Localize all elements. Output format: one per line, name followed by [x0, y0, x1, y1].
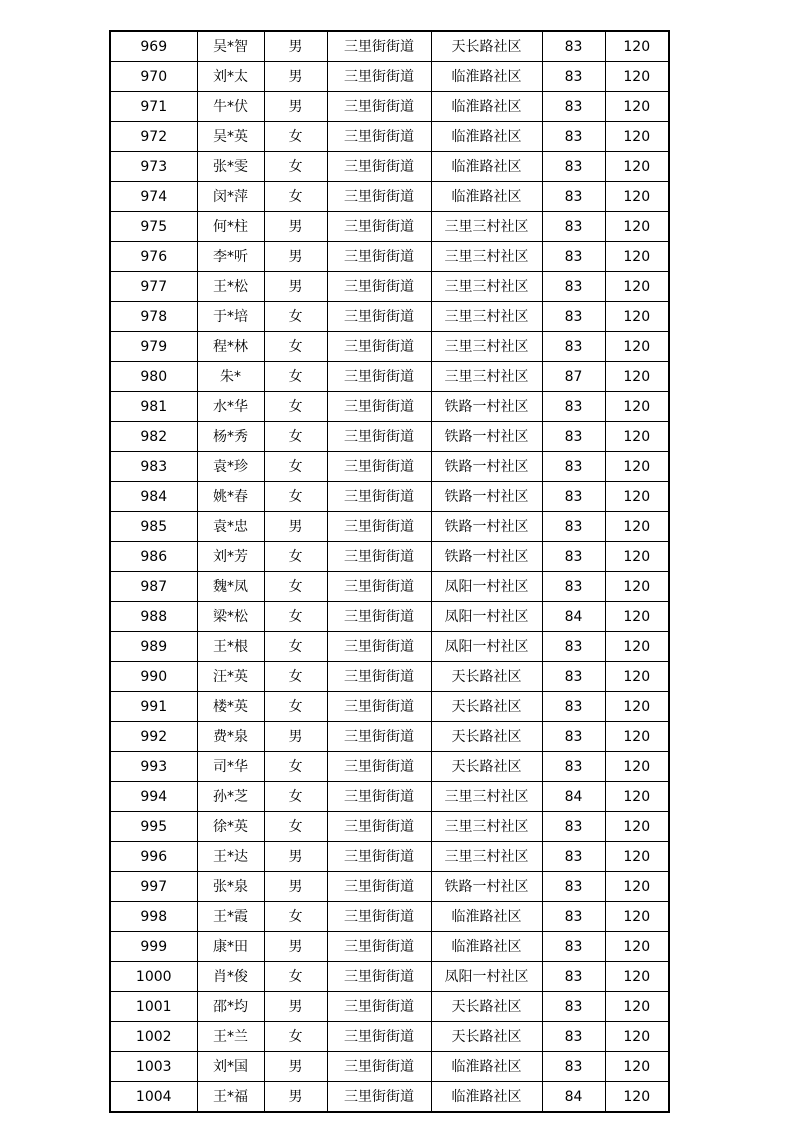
cell-age: 83: [542, 212, 605, 242]
cell-subdistrict: 三里街街道: [327, 92, 431, 122]
cell-amount: 120: [605, 332, 669, 362]
cell-community: 天长路社区: [431, 1022, 542, 1052]
cell-serial-number: 979: [110, 332, 197, 362]
cell-amount: 120: [605, 662, 669, 692]
cell-gender: 女: [264, 362, 327, 392]
cell-subdistrict: 三里街街道: [327, 962, 431, 992]
cell-community: 凤阳一村社区: [431, 572, 542, 602]
cell-serial-number: 1002: [110, 1022, 197, 1052]
cell-name: 刘*芳: [197, 542, 264, 572]
cell-gender: 女: [264, 572, 327, 602]
cell-subdistrict: 三里街街道: [327, 452, 431, 482]
cell-serial-number: 999: [110, 932, 197, 962]
cell-age: 83: [542, 62, 605, 92]
table-row: [110, 332, 669, 362]
cell-gender: 女: [264, 602, 327, 632]
cell-amount: 120: [605, 272, 669, 302]
cell-amount: 120: [605, 812, 669, 842]
cell-subdistrict: 三里街街道: [327, 31, 431, 62]
cell-gender: 女: [264, 962, 327, 992]
cell-community: 凤阳一村社区: [431, 602, 542, 632]
cell-subdistrict: 三里街街道: [327, 1022, 431, 1052]
cell-name: 吴*智: [197, 31, 264, 62]
cell-subdistrict: 三里街街道: [327, 122, 431, 152]
cell-serial-number: 975: [110, 212, 197, 242]
cell-serial-number: 998: [110, 902, 197, 932]
cell-age: 83: [542, 962, 605, 992]
cell-community: 铁路一村社区: [431, 872, 542, 902]
cell-amount: 120: [605, 1022, 669, 1052]
cell-name: 司*华: [197, 752, 264, 782]
cell-gender: 男: [264, 872, 327, 902]
cell-gender: 男: [264, 92, 327, 122]
table-row: [110, 632, 669, 662]
cell-amount: 120: [605, 602, 669, 632]
cell-age: 83: [542, 842, 605, 872]
cell-age: 83: [542, 752, 605, 782]
cell-community: 三里三村社区: [431, 782, 542, 812]
cell-subdistrict: 三里街街道: [327, 302, 431, 332]
cell-subdistrict: 三里街街道: [327, 632, 431, 662]
cell-gender: 女: [264, 182, 327, 212]
cell-name: 徐*英: [197, 812, 264, 842]
cell-age: 83: [542, 182, 605, 212]
cell-community: 铁路一村社区: [431, 452, 542, 482]
cell-name: 魏*凤: [197, 572, 264, 602]
cell-name: 张*雯: [197, 152, 264, 182]
cell-amount: 120: [605, 932, 669, 962]
cell-age: 83: [542, 812, 605, 842]
cell-amount: 120: [605, 362, 669, 392]
cell-age: 83: [542, 632, 605, 662]
cell-name: 王*霞: [197, 902, 264, 932]
table-row: [110, 572, 669, 602]
cell-subdistrict: 三里街街道: [327, 692, 431, 722]
cell-amount: 120: [605, 482, 669, 512]
cell-subdistrict: 三里街街道: [327, 932, 431, 962]
cell-subdistrict: 三里街街道: [327, 482, 431, 512]
cell-community: 铁路一村社区: [431, 542, 542, 572]
cell-gender: 男: [264, 272, 327, 302]
cell-community: 临淮路社区: [431, 152, 542, 182]
cell-amount: 120: [605, 872, 669, 902]
cell-community: 临淮路社区: [431, 122, 542, 152]
cell-age: 83: [542, 572, 605, 602]
cell-gender: 女: [264, 452, 327, 482]
cell-community: 临淮路社区: [431, 1082, 542, 1113]
cell-name: 吴*英: [197, 122, 264, 152]
cell-age: 83: [542, 902, 605, 932]
cell-amount: 120: [605, 422, 669, 452]
cell-serial-number: 1001: [110, 992, 197, 1022]
cell-amount: 120: [605, 692, 669, 722]
cell-gender: 男: [264, 992, 327, 1022]
cell-name: 孙*芝: [197, 782, 264, 812]
table-row: [110, 1082, 669, 1113]
cell-subdistrict: 三里街街道: [327, 1052, 431, 1082]
cell-name: 袁*忠: [197, 512, 264, 542]
cell-subdistrict: 三里街街道: [327, 422, 431, 452]
table-row: [110, 62, 669, 92]
cell-name: 费*泉: [197, 722, 264, 752]
cell-name: 于*培: [197, 302, 264, 332]
cell-age: 83: [542, 542, 605, 572]
table-row: [110, 212, 669, 242]
cell-gender: 女: [264, 662, 327, 692]
cell-serial-number: 1004: [110, 1082, 197, 1113]
cell-name: 王*根: [197, 632, 264, 662]
cell-gender: 男: [264, 512, 327, 542]
cell-serial-number: 997: [110, 872, 197, 902]
cell-gender: 女: [264, 632, 327, 662]
cell-subdistrict: 三里街街道: [327, 542, 431, 572]
table-row: [110, 722, 669, 752]
cell-age: 83: [542, 152, 605, 182]
cell-community: 天长路社区: [431, 31, 542, 62]
cell-age: 83: [542, 122, 605, 152]
table-row: [110, 362, 669, 392]
table-row: [110, 272, 669, 302]
cell-amount: 120: [605, 782, 669, 812]
cell-subdistrict: 三里街街道: [327, 272, 431, 302]
cell-name: 王*松: [197, 272, 264, 302]
cell-serial-number: 1003: [110, 1052, 197, 1082]
cell-community: 临淮路社区: [431, 92, 542, 122]
cell-age: 83: [542, 332, 605, 362]
cell-gender: 女: [264, 422, 327, 452]
cell-age: 83: [542, 692, 605, 722]
cell-gender: 女: [264, 812, 327, 842]
cell-gender: 男: [264, 1082, 327, 1113]
cell-serial-number: 995: [110, 812, 197, 842]
cell-age: 87: [542, 362, 605, 392]
cell-subdistrict: 三里街街道: [327, 362, 431, 392]
cell-amount: 120: [605, 632, 669, 662]
cell-community: 三里三村社区: [431, 302, 542, 332]
roster-sheet: [109, 30, 668, 1113]
cell-name: 王*达: [197, 842, 264, 872]
cell-serial-number: 984: [110, 482, 197, 512]
cell-serial-number: 992: [110, 722, 197, 752]
cell-name: 王*福: [197, 1082, 264, 1113]
cell-age: 84: [542, 1082, 605, 1113]
cell-age: 83: [542, 422, 605, 452]
cell-subdistrict: 三里街街道: [327, 992, 431, 1022]
cell-serial-number: 987: [110, 572, 197, 602]
cell-amount: 120: [605, 302, 669, 332]
cell-amount: 120: [605, 842, 669, 872]
cell-subdistrict: 三里街街道: [327, 242, 431, 272]
cell-community: 铁路一村社区: [431, 512, 542, 542]
cell-community: 凤阳一村社区: [431, 962, 542, 992]
cell-name: 水*华: [197, 392, 264, 422]
cell-name: 李*听: [197, 242, 264, 272]
cell-gender: 女: [264, 902, 327, 932]
cell-gender: 女: [264, 122, 327, 152]
cell-name: 袁*珍: [197, 452, 264, 482]
table-row: [110, 782, 669, 812]
cell-amount: 120: [605, 122, 669, 152]
cell-gender: 女: [264, 542, 327, 572]
cell-serial-number: 974: [110, 182, 197, 212]
cell-subdistrict: 三里街街道: [327, 332, 431, 362]
cell-gender: 男: [264, 842, 327, 872]
cell-subdistrict: 三里街街道: [327, 662, 431, 692]
cell-serial-number: 982: [110, 422, 197, 452]
cell-age: 83: [542, 272, 605, 302]
cell-serial-number: 973: [110, 152, 197, 182]
cell-subdistrict: 三里街街道: [327, 782, 431, 812]
cell-community: 天长路社区: [431, 992, 542, 1022]
cell-community: 临淮路社区: [431, 1052, 542, 1082]
cell-serial-number: 970: [110, 62, 197, 92]
cell-age: 84: [542, 602, 605, 632]
cell-community: 三里三村社区: [431, 242, 542, 272]
cell-subdistrict: 三里街街道: [327, 902, 431, 932]
cell-subdistrict: 三里街街道: [327, 1082, 431, 1113]
cell-name: 姚*春: [197, 482, 264, 512]
cell-age: 83: [542, 31, 605, 62]
cell-serial-number: 977: [110, 272, 197, 302]
cell-gender: 女: [264, 302, 327, 332]
cell-gender: 男: [264, 932, 327, 962]
cell-serial-number: 972: [110, 122, 197, 152]
cell-age: 83: [542, 662, 605, 692]
cell-serial-number: 976: [110, 242, 197, 272]
cell-amount: 120: [605, 962, 669, 992]
cell-serial-number: 994: [110, 782, 197, 812]
cell-community: 天长路社区: [431, 692, 542, 722]
table-row: [110, 962, 669, 992]
cell-community: 三里三村社区: [431, 812, 542, 842]
table-row: [110, 182, 669, 212]
cell-age: 83: [542, 1052, 605, 1082]
cell-name: 张*泉: [197, 872, 264, 902]
table-row: [110, 662, 669, 692]
cell-subdistrict: 三里街街道: [327, 182, 431, 212]
cell-amount: 120: [605, 392, 669, 422]
cell-community: 天长路社区: [431, 722, 542, 752]
cell-amount: 120: [605, 512, 669, 542]
cell-subdistrict: 三里街街道: [327, 62, 431, 92]
table-row: [110, 1022, 669, 1052]
table-row: [110, 932, 669, 962]
cell-community: 铁路一村社区: [431, 482, 542, 512]
cell-gender: 男: [264, 31, 327, 62]
cell-amount: 120: [605, 452, 669, 482]
cell-amount: 120: [605, 242, 669, 272]
cell-amount: 120: [605, 572, 669, 602]
cell-gender: 女: [264, 1022, 327, 1052]
cell-amount: 120: [605, 92, 669, 122]
cell-amount: 120: [605, 1052, 669, 1082]
cell-serial-number: 981: [110, 392, 197, 422]
cell-subdistrict: 三里街街道: [327, 752, 431, 782]
cell-community: 临淮路社区: [431, 62, 542, 92]
cell-subdistrict: 三里街街道: [327, 512, 431, 542]
table-row: [110, 812, 669, 842]
cell-age: 83: [542, 482, 605, 512]
cell-gender: 女: [264, 782, 327, 812]
cell-community: 临淮路社区: [431, 182, 542, 212]
cell-community: 三里三村社区: [431, 332, 542, 362]
cell-gender: 男: [264, 212, 327, 242]
cell-serial-number: 989: [110, 632, 197, 662]
cell-amount: 120: [605, 1082, 669, 1113]
table-row: [110, 692, 669, 722]
cell-amount: 120: [605, 62, 669, 92]
roster-table: [109, 30, 670, 1113]
cell-subdistrict: 三里街街道: [327, 212, 431, 242]
cell-subdistrict: 三里街街道: [327, 872, 431, 902]
cell-serial-number: 971: [110, 92, 197, 122]
table-row: [110, 542, 669, 572]
cell-amount: 120: [605, 902, 669, 932]
cell-name: 邵*均: [197, 992, 264, 1022]
table-row: [110, 992, 669, 1022]
cell-serial-number: 1000: [110, 962, 197, 992]
cell-name: 汪*英: [197, 662, 264, 692]
cell-serial-number: 996: [110, 842, 197, 872]
cell-serial-number: 980: [110, 362, 197, 392]
table-row: [110, 452, 669, 482]
cell-serial-number: 990: [110, 662, 197, 692]
cell-serial-number: 991: [110, 692, 197, 722]
cell-name: 何*柱: [197, 212, 264, 242]
table-row: [110, 152, 669, 182]
cell-age: 83: [542, 872, 605, 902]
table-row: [110, 902, 669, 932]
cell-age: 83: [542, 1022, 605, 1052]
cell-amount: 120: [605, 722, 669, 752]
cell-community: 天长路社区: [431, 662, 542, 692]
cell-community: 三里三村社区: [431, 272, 542, 302]
cell-subdistrict: 三里街街道: [327, 392, 431, 422]
cell-community: 临淮路社区: [431, 902, 542, 932]
cell-community: 铁路一村社区: [431, 422, 542, 452]
cell-name: 程*林: [197, 332, 264, 362]
table-row: [110, 302, 669, 332]
table-row: [110, 1052, 669, 1082]
table-row: [110, 872, 669, 902]
cell-serial-number: 983: [110, 452, 197, 482]
cell-serial-number: 993: [110, 752, 197, 782]
cell-subdistrict: 三里街街道: [327, 812, 431, 842]
cell-gender: 女: [264, 152, 327, 182]
cell-age: 83: [542, 722, 605, 752]
cell-age: 83: [542, 92, 605, 122]
cell-community: 三里三村社区: [431, 362, 542, 392]
cell-subdistrict: 三里街街道: [327, 572, 431, 602]
cell-serial-number: 978: [110, 302, 197, 332]
table-row: [110, 392, 669, 422]
cell-serial-number: 985: [110, 512, 197, 542]
cell-name: 刘*国: [197, 1052, 264, 1082]
cell-community: 临淮路社区: [431, 932, 542, 962]
cell-name: 牛*伏: [197, 92, 264, 122]
cell-name: 肖*俊: [197, 962, 264, 992]
cell-age: 83: [542, 392, 605, 422]
cell-gender: 男: [264, 722, 327, 752]
cell-subdistrict: 三里街街道: [327, 842, 431, 872]
cell-subdistrict: 三里街街道: [327, 602, 431, 632]
cell-name: 王*兰: [197, 1022, 264, 1052]
cell-serial-number: 969: [110, 31, 197, 62]
cell-amount: 120: [605, 152, 669, 182]
cell-community: 三里三村社区: [431, 842, 542, 872]
table-row: [110, 602, 669, 632]
cell-name: 梁*松: [197, 602, 264, 632]
cell-serial-number: 986: [110, 542, 197, 572]
cell-gender: 女: [264, 752, 327, 782]
cell-amount: 120: [605, 752, 669, 782]
cell-gender: 女: [264, 482, 327, 512]
cell-gender: 女: [264, 392, 327, 422]
cell-age: 83: [542, 452, 605, 482]
table-row: [110, 122, 669, 152]
cell-age: 83: [542, 242, 605, 272]
cell-serial-number: 988: [110, 602, 197, 632]
cell-age: 83: [542, 302, 605, 332]
table-row: [110, 842, 669, 872]
cell-gender: 女: [264, 692, 327, 722]
cell-gender: 男: [264, 62, 327, 92]
cell-amount: 120: [605, 212, 669, 242]
cell-amount: 120: [605, 31, 669, 62]
cell-amount: 120: [605, 182, 669, 212]
cell-name: 朱*: [197, 362, 264, 392]
cell-age: 83: [542, 932, 605, 962]
cell-subdistrict: 三里街街道: [327, 152, 431, 182]
cell-age: 83: [542, 992, 605, 1022]
cell-subdistrict: 三里街街道: [327, 722, 431, 752]
cell-amount: 120: [605, 992, 669, 1022]
cell-gender: 男: [264, 242, 327, 272]
table-row: [110, 752, 669, 782]
cell-name: 闵*萍: [197, 182, 264, 212]
table-row: [110, 512, 669, 542]
cell-community: 铁路一村社区: [431, 392, 542, 422]
cell-name: 刘*太: [197, 62, 264, 92]
table-row: [110, 422, 669, 452]
cell-name: 楼*英: [197, 692, 264, 722]
cell-community: 天长路社区: [431, 752, 542, 782]
table-row: [110, 31, 669, 62]
table-row: [110, 482, 669, 512]
cell-community: 三里三村社区: [431, 212, 542, 242]
table-row: [110, 92, 669, 122]
cell-age: 83: [542, 512, 605, 542]
roster-body: [110, 31, 669, 1112]
cell-community: 凤阳一村社区: [431, 632, 542, 662]
table-row: [110, 242, 669, 272]
cell-amount: 120: [605, 542, 669, 572]
cell-age: 84: [542, 782, 605, 812]
cell-gender: 女: [264, 332, 327, 362]
cell-name: 康*田: [197, 932, 264, 962]
cell-name: 杨*秀: [197, 422, 264, 452]
cell-gender: 男: [264, 1052, 327, 1082]
